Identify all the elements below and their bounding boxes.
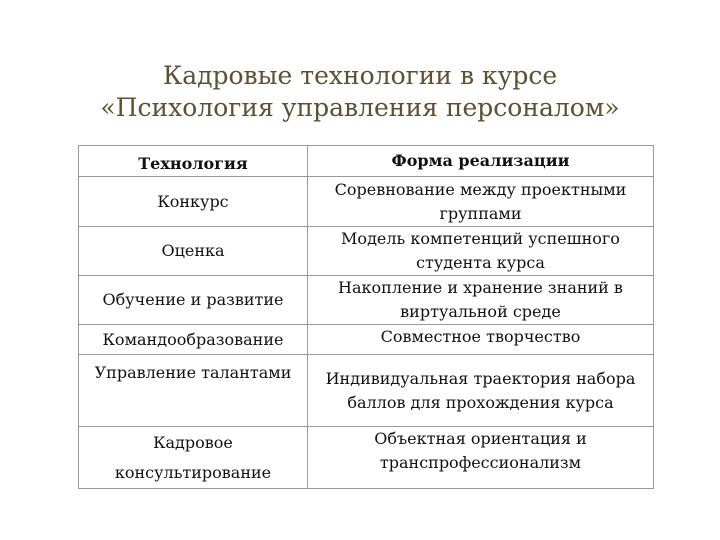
form-cell: Объектная ориентация и транспрофессионализм [308,427,654,489]
technology-cell [79,427,308,489]
header-technology: Технология [79,146,308,177]
table-row [79,325,654,355]
technology-cell: Оценка [79,227,308,276]
technology-cell: Обучение и развитие [79,276,308,325]
slide-title-line-1: Кадровые технологии в курсе [162,61,558,90]
form-cell: Модель компетенций успешного студента курса [308,227,654,276]
table-row [79,177,654,227]
technology-cell-line-2: консультирование [114,462,272,482]
table-row [79,355,654,427]
form-cell: Индивидуальная траектория набора баллов для прохождения курса [308,355,654,427]
technology-cell: Управление талантами [79,355,308,427]
form-cell: Совместное творчество [308,325,654,355]
slide-title [0,60,720,124]
technology-cell-line-1: Кадровое [153,432,233,452]
form-cell: Накопление и хранение знаний в виртуальной среде [308,276,654,325]
technology-cell: Конкурс [79,177,308,227]
table-row [79,227,654,276]
slide-title-line-2: «Психология управления персоналом» [100,93,620,122]
technologies-table [78,145,654,489]
table-header-row [79,146,654,177]
table-row [79,427,654,489]
form-cell: Соревнование между проектными группами [308,177,654,227]
technology-cell: Командообразование [79,325,308,355]
table-row [79,276,654,325]
header-form: Форма реализации [308,146,654,177]
